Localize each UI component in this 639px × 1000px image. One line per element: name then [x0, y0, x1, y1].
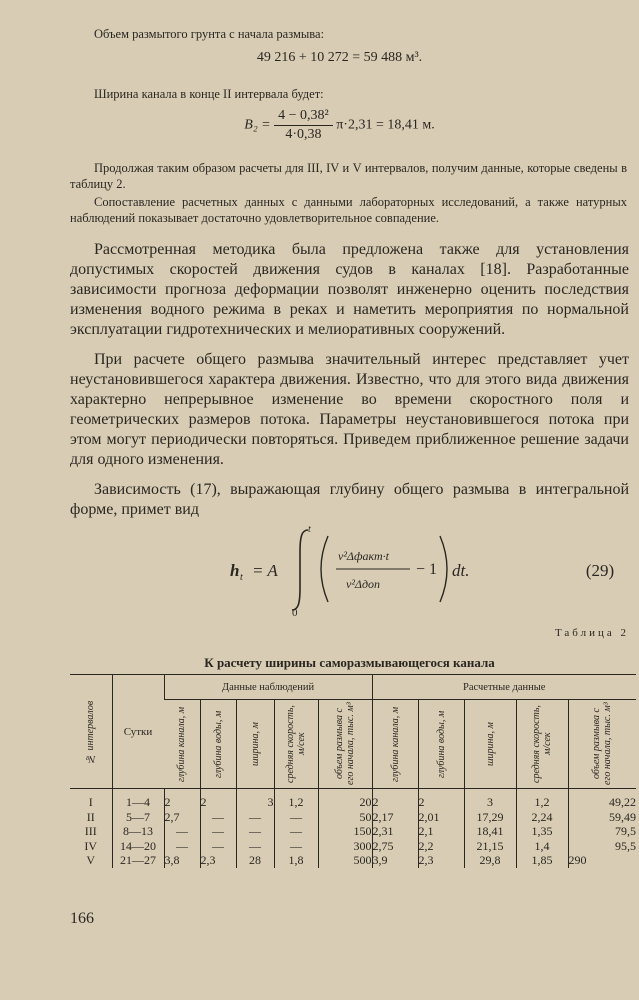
cell-obs-volume: 300 — [318, 839, 372, 854]
cell-days: 8—13 — [112, 824, 164, 839]
cell-calc-water-depth: 2,3 — [418, 853, 464, 868]
integral-fraction-denominator: v²Δдоп — [346, 577, 381, 591]
cell-calc-width: 3 — [464, 789, 516, 810]
table-row — [70, 839, 636, 854]
cell-calc-channel-depth: 2,75 — [372, 839, 418, 854]
cell-obs-velocity: 1,8 — [274, 853, 318, 868]
cell-calc-channel-depth: 3,9 — [372, 853, 418, 868]
integral-lhs-subscript: t — [240, 572, 243, 583]
cell-interval: III — [84, 824, 97, 838]
header-calculated-group: Расчетные данные — [372, 675, 636, 700]
cell-obs-volume: 20 — [318, 789, 372, 810]
cell-interval: V — [86, 853, 96, 867]
cell-calc-width: 17,29 — [464, 810, 516, 825]
table-row — [70, 810, 636, 825]
cell-obs-velocity: — — [274, 839, 318, 854]
cell-days: 21—27 — [112, 853, 164, 868]
integral-lhs: h — [230, 561, 240, 580]
cell-obs-velocity: — — [274, 824, 318, 839]
formula-width-rhs: π·2,31 = 18,41 м. — [336, 117, 435, 133]
cell-calc-volume: 290 — [568, 853, 636, 868]
cell-calc-channel-depth: 2,31 — [372, 824, 418, 839]
cell-obs-water-depth: 2,3 — [200, 853, 236, 868]
header-days: Сутки — [112, 675, 164, 789]
integral-sign — [292, 530, 308, 610]
formula-width-numerator: 4 − 0,38² — [274, 108, 333, 126]
header-obs-volume: объем размыва с его начала, тыс. м³ — [318, 700, 372, 789]
cell-calc-channel-depth: 2 — [372, 789, 418, 810]
table-row — [70, 853, 636, 868]
integral-fraction-numerator: v²Δфакт·t — [338, 549, 389, 563]
cell-calc-velocity: 1,35 — [516, 824, 568, 839]
cell-calc-water-depth: 2,2 — [418, 839, 464, 854]
cell-interval: I — [88, 795, 93, 809]
cell-obs-water-depth: — — [200, 810, 236, 825]
cell-calc-velocity: 2,24 — [516, 810, 568, 825]
cell-calc-velocity: 1,4 — [516, 839, 568, 854]
cell-obs-channel-depth: 2 — [164, 789, 200, 810]
header-interval: № интервалов — [70, 675, 112, 789]
right-paren — [440, 536, 447, 602]
cell-calc-width: 29,8 — [464, 853, 516, 868]
header-obs-water-depth: глубина воды, м — [200, 700, 236, 789]
cell-obs-width: — — [236, 839, 274, 854]
header-calc-velocity: средняя скорость, м/сек — [516, 700, 568, 789]
cell-obs-width: 3 — [236, 789, 274, 810]
formula-width-b2 — [40, 108, 639, 143]
header-obs-velocity: средняя скорость, м/сек — [274, 700, 318, 789]
integral-dt: dt. — [452, 561, 470, 580]
paragraph-continuing-calcs: Продолжая таким образом расчеты для III, IV и V интервалов, получим данные, которые сведены в таблицу 2. — [70, 161, 627, 191]
cell-calc-width: 21,15 — [464, 839, 516, 854]
cell-obs-volume: 150 — [318, 824, 372, 839]
table-row — [70, 789, 636, 810]
integral-lower-limit: 0 — [292, 607, 298, 617]
cell-obs-volume: 500 — [318, 853, 372, 868]
cell-obs-volume: 50 — [318, 810, 372, 825]
cell-calc-water-depth: 2,01 — [418, 810, 464, 825]
formula-volume-sum: 49 216 + 10 272 = 59 488 м³. — [256, 50, 423, 65]
integral-coefficient: = A — [252, 561, 278, 580]
header-calc-channel-depth: глубина канала, м — [372, 700, 418, 789]
cell-days: 14—20 — [112, 839, 164, 854]
header-calc-volume: объем размыва с его начала, тыс. м³ — [568, 700, 636, 789]
table-row — [70, 824, 636, 839]
paragraph-comparison: Сопоставление расчетных данных с данными лабораторных исследований, а также натурных наблюдений показывает достаточно удовлетворительное совпадение. — [70, 195, 627, 225]
table-title: К расчету ширины саморазмывающегося канала — [204, 655, 495, 670]
cell-obs-width: — — [236, 810, 274, 825]
cell-obs-water-depth: — — [200, 839, 236, 854]
header-obs-width: ширина, м — [236, 700, 274, 789]
table-label: Таблица 2 — [554, 627, 629, 639]
cell-obs-channel-depth: 3,8 — [164, 853, 200, 868]
page-number: 166 — [70, 910, 94, 927]
cell-obs-channel-depth: — — [164, 824, 200, 839]
integral-formula-svg — [200, 522, 630, 617]
integral-minus-one: − 1 — [416, 561, 438, 578]
cell-interval: II — [86, 809, 95, 824]
cell-obs-channel-depth: — — [164, 839, 200, 854]
paragraph-method: Рассмотренная методика была предложена также для установления допустимых скоростей движения судов в каналах [18]. Разработанные зависимости прогноза деформации позволят инженерно оценить последствия изменения водного режима в реках и наметить мероприятия по нормальной эксплуатации гидротехнических и мелиоративных сооружений. — [70, 241, 629, 338]
cell-obs-velocity: — — [274, 810, 318, 825]
cell-obs-water-depth: — — [200, 824, 236, 839]
cell-calc-volume: 95,5 — [568, 839, 636, 854]
paragraph-unsteady-flow: При расчете общего размыва значительный интерес представляет учет неустановившегося характера движения. Известно, что для этого вида движения характерно непрерывное изменение во времени скоростного поля и геометрических размеров потока. Параметры неустановившегося потока при этом могут периодически повторяться. Приведем приближенное решение задачи для одного изменения. — [70, 351, 629, 468]
cell-calc-velocity: 1,2 — [516, 789, 568, 810]
paragraph-dependency: Зависимость (17), выражающая глубину общего размыва в интегральной форме, примет вид — [70, 481, 629, 518]
cell-calc-water-depth: 2 — [418, 789, 464, 810]
header-observed-group: Данные наблюдений — [164, 675, 372, 700]
cell-days: 1—4 — [112, 789, 164, 810]
equation-number: (29) — [585, 561, 615, 580]
formula-width-denominator: 4·0,38 — [285, 127, 322, 142]
cell-interval: IV — [84, 838, 98, 853]
cell-calc-water-depth: 2,1 — [418, 824, 464, 839]
cell-calc-volume: 59,49 — [568, 810, 636, 825]
cell-calc-channel-depth: 2,17 — [372, 810, 418, 825]
cell-obs-width: 28 — [236, 853, 274, 868]
paragraph-channel-width: Ширина канала в конце II интервала будет: — [94, 87, 324, 101]
cell-calc-volume: 79,5 — [568, 824, 636, 839]
header-calc-water-depth: глубина воды, м — [418, 700, 464, 789]
paragraph-eroded-volume: Объем размытого грунта с начала размыва: — [94, 27, 325, 41]
cell-obs-channel-depth: 2,7 — [164, 810, 200, 825]
cell-calc-velocity: 1,85 — [516, 853, 568, 868]
cell-obs-width: — — [236, 824, 274, 839]
calculation-table — [70, 674, 636, 868]
header-obs-channel-depth: глубина канала, м — [164, 700, 200, 789]
integral-upper-limit: t — [308, 524, 311, 535]
cell-obs-water-depth: 2 — [200, 789, 236, 810]
cell-obs-velocity: 1,2 — [274, 789, 318, 810]
formula-width-fraction — [274, 108, 333, 143]
formula-width-lhs: B₂ = — [244, 117, 271, 133]
left-paren — [321, 536, 328, 602]
cell-days: 5—7 — [112, 810, 164, 825]
cell-calc-volume: 49,22 — [568, 789, 636, 810]
formula-integral — [200, 522, 630, 617]
cell-calc-width: 18,41 — [464, 824, 516, 839]
header-calc-width: ширина, м — [464, 700, 516, 789]
